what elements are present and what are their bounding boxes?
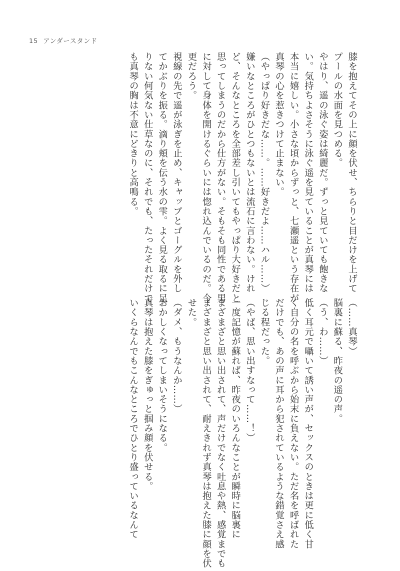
text-line: りない何気ない仕草なのに、それでも、たったそれだけで <box>141 52 153 303</box>
text-line: プールの水面を見つめる。 <box>331 52 343 168</box>
text-line: だけでも、あの声に耳から犯されているような錯覚さえ感 <box>273 298 285 549</box>
text-line: やはり、遥の泳ぐ姿は綺麗だ。ずっと見ていても飽きな <box>316 52 328 294</box>
text-line: く自分の名を呼ぶから始末に負えない。ただ名を呼ばれた <box>287 298 299 549</box>
text-line: まざまざと思い出されて、耐えきれず真琴は抱えた膝に顔を伏 <box>200 298 212 569</box>
text-line: 更だろう。 <box>185 52 197 101</box>
text-line: おかしくなってしまいそうになる。 <box>156 298 168 453</box>
text-line: 脳裏に蘇る、昨夜の遥の声。 <box>331 298 343 424</box>
text-line: 真琴は抱えた膝をぎゅっと掴み顔を伏せる。 <box>141 298 153 491</box>
text-line: てかぶりを振る。滴り頬を伝う水の雫。よく見る取るに足 <box>156 52 168 303</box>
text-line: に対して身体を開けるぐらいには惚れ込んでいるのだ。今 <box>200 52 212 303</box>
running-header <box>29 36 97 45</box>
text-line: 思ってしまうのだから仕方がない。そもそも同性である男 <box>214 52 226 303</box>
text-line: （やば、思い出すなって……！） <box>243 298 255 443</box>
text-line: 視線の先で遥が泳ぎを止め、キャップとゴーグルを外し <box>170 52 182 294</box>
text-line: （……真琴） <box>346 298 357 356</box>
text-line: 一度記憶が蘇れば、昨夜のいろんなことが瞬時に脳裏に <box>229 298 241 540</box>
text-line: い。気持ちよさそうに泳ぐ遥を見ていることが真琴には <box>302 52 314 294</box>
text-line: じる程だった。 <box>258 298 270 366</box>
upper-text-block <box>125 52 359 303</box>
text-line: 嫌いなところがひとつもないとは流石に言わない。けれ <box>243 52 255 294</box>
chapter-title: アンダースタンド <box>43 37 98 45</box>
text-line: も真琴の胸は不意にどきりと高鳴る。 <box>127 52 139 217</box>
text-line: いくらなんでもこんなところでひとり盛っているなんて <box>127 298 139 540</box>
text-line: （やっぱり好きだな……。……好きだよ……ハル……） <box>258 52 270 294</box>
text-line: 低く耳元で囁いて誘い声が、セックスのときは更に低く甘 <box>302 298 314 549</box>
text-line: 膝を抱えてその上に顔を伏せ、ちらりと目だけを上げて <box>346 52 357 294</box>
text-line: 真琴の心を惹きつけて止まない。 <box>273 52 285 197</box>
text-line: まざまざと思い出されて、声だけでなく吐息や熱、感覚までも <box>214 298 226 569</box>
lower-text-block <box>125 298 359 569</box>
text-line: 本当に嬉しい。小さな頃からずっと、七瀬遥という存在が <box>287 52 299 303</box>
text-line: （う、わ……） <box>316 298 328 366</box>
text-line: せた。 <box>185 298 197 327</box>
text-line: （ダメ、もうなんか……） <box>170 298 182 414</box>
page-number: 15 <box>29 37 39 45</box>
text-line: ど、そんなところを全部差し引いてもやっぱり大好きだと <box>229 52 241 303</box>
